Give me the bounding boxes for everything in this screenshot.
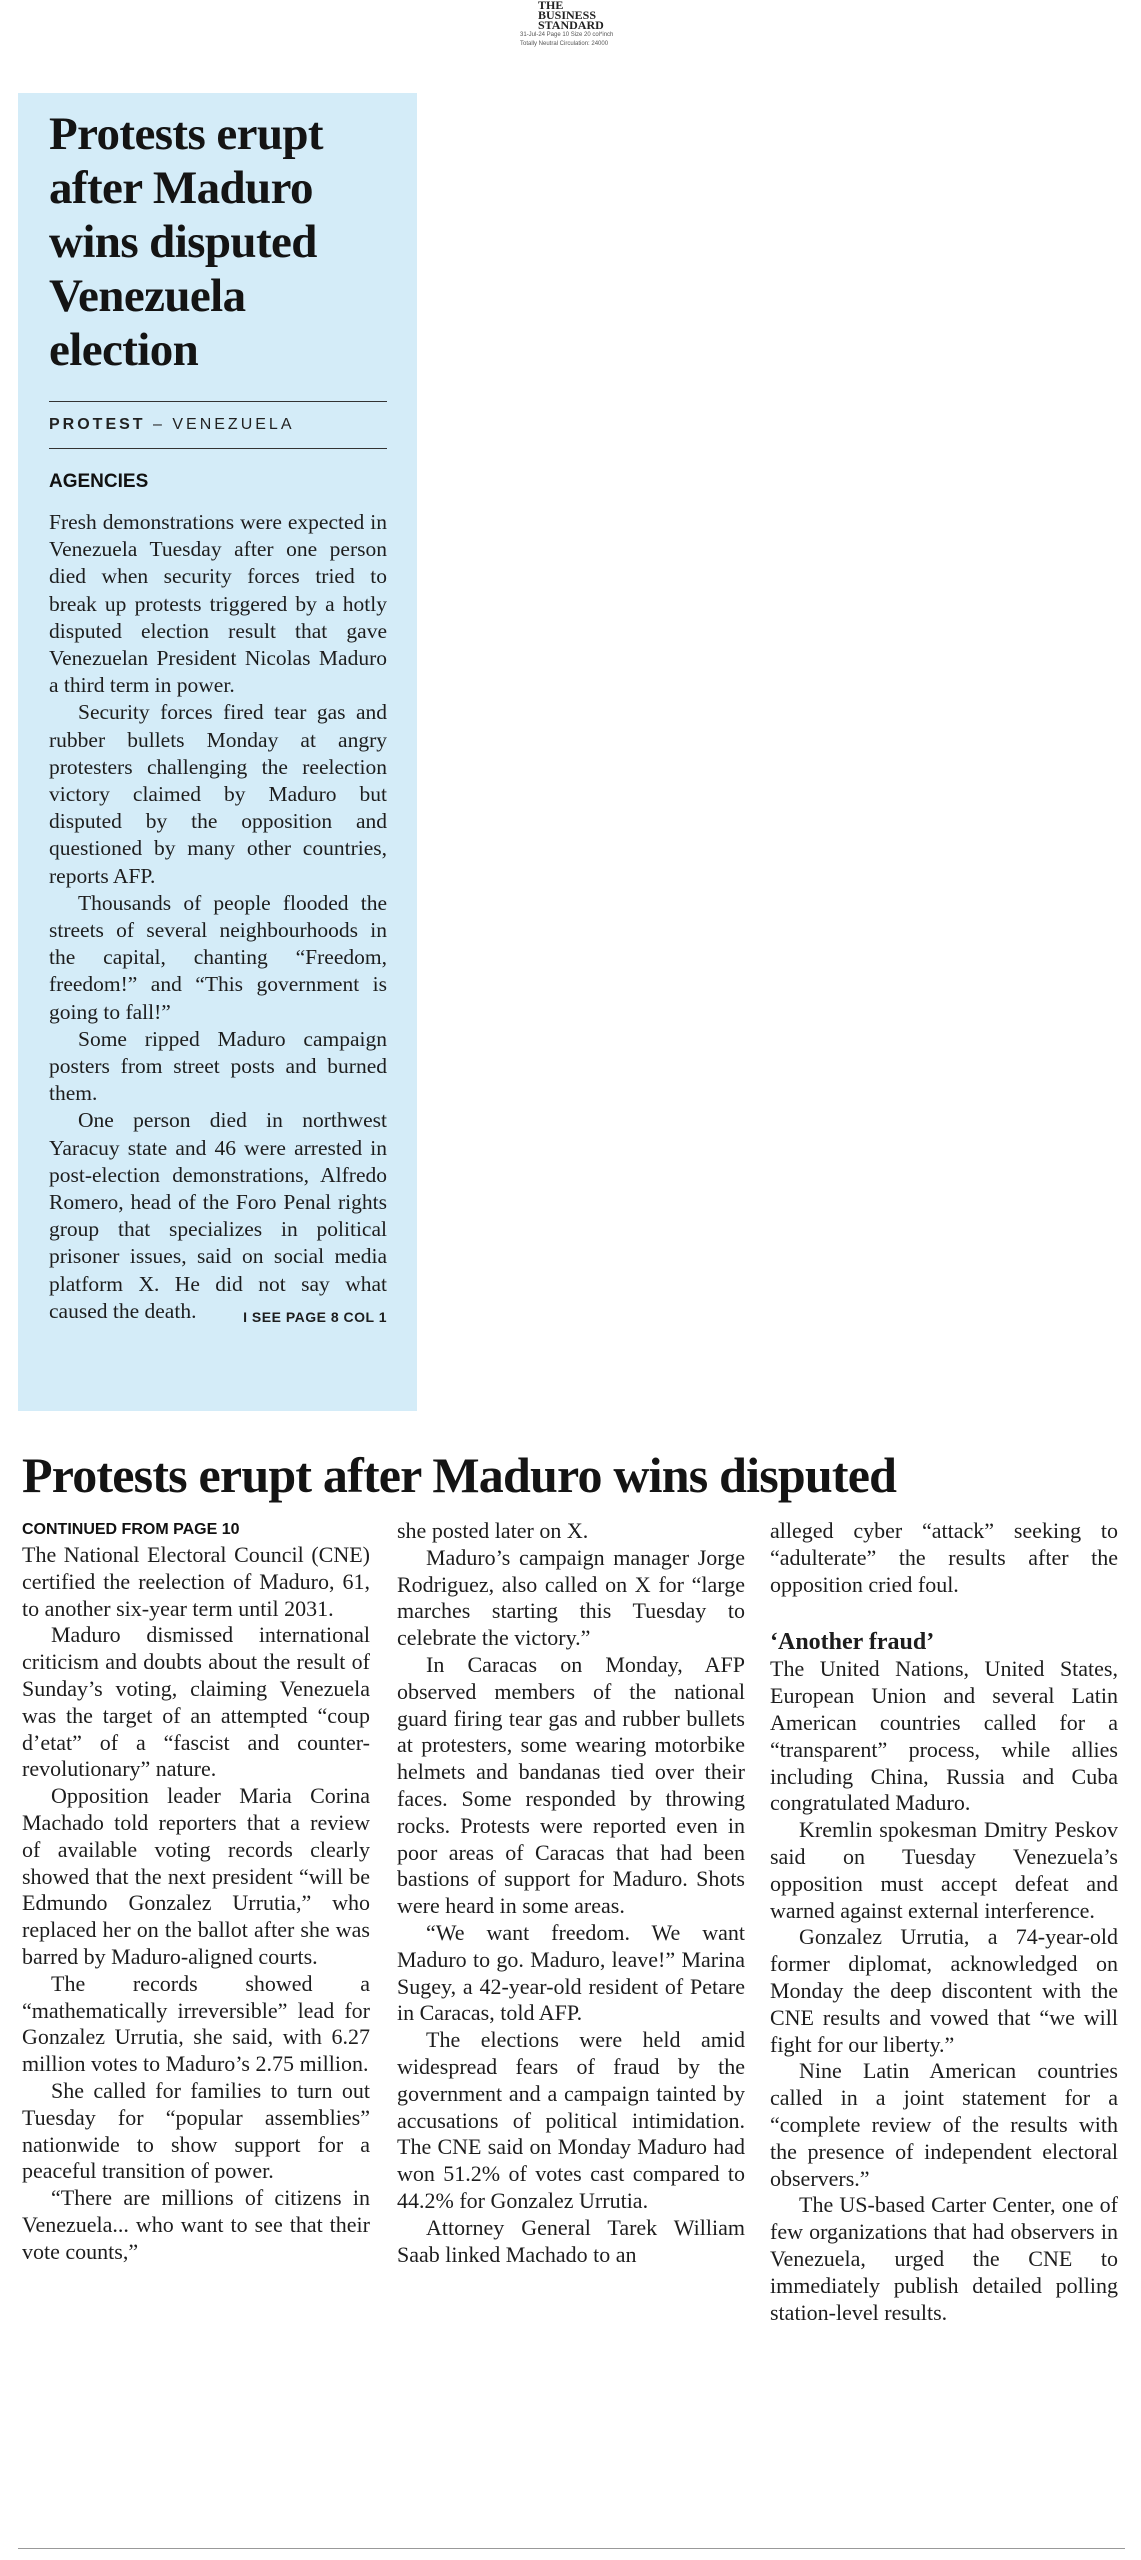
article-paragraph: Nine Latin American countries called in a joint statement for a “complete review of the results with the presence of independent electoral observers.”: [770, 2058, 1118, 2191]
subhead: ‘Another fraud’: [770, 1629, 935, 1656]
article-paragraph: Maduro dismissed international criticism and doubts about the result of Sunday’s voting, claiming Venezuela was the target of an attempted “coup d’etat” of a “fascist and counter-revolutionary” nature.: [22, 1622, 370, 1782]
continuation-column-1: [22, 1518, 370, 2266]
article-paragraph: The United Nations, United States, European Union and several Latin American countries called for a “transparent” process, while allies including China, Russia and Cuba congratulated Maduro.: [770, 1656, 1118, 1816]
article-paragraph: The elections were held amid widespread fears of fraud by the government and a campaign tainted by accusations of political intimidation. The CNE said on Monday Maduro had won 51.2% of votes cast compared to 44.2% for Gonzalez Urrutia.: [397, 2027, 745, 2213]
masthead: [520, 0, 640, 58]
masthead-name-line1: THE: [538, 0, 564, 12]
article-paragraph: In Caracas on Monday, AFP observed members of the national guard firing tear gas and rubber bullets at protesters, some wearing motorbike helmets and bandanas tied over their faces. Some responded by throwing rocks. Protests were reported even in poor areas of Caracas that had been bastions of support for Maduro. Shots were heard in some areas.: [397, 1651, 745, 1919]
kicker-separator: –: [145, 416, 173, 433]
kicker-divider: [49, 448, 387, 449]
article-paragraph: Gonzalez Urrutia, a 74-year-old former diplomat, acknowledged on Monday the deep discontent with the CNE results and vowed that “we will fight for our liberty.”: [770, 1924, 1118, 2057]
article-paragraph: “There are millions of citizens in Venezuela... who want to see that their vote counts,”: [22, 2185, 370, 2264]
continued-from-label: CONTINUED FROM PAGE 10: [22, 1521, 240, 1538]
front-paragraph: Fresh demonstrations were expected in Venezuela Tuesday after one person died when security forces tried to break up protests triggered by a hotly disputed election result that gave Venezuelan President Nicolas Maduro a third term in power.: [49, 510, 387, 698]
front-page-article-box: [18, 93, 417, 1411]
article-paragraph: alleged cyber “attack” seeking to “adulterate” the results after the opposition cried foul.: [770, 1518, 1118, 1597]
headline-divider: [49, 401, 387, 402]
kicker-label: PROTEST: [49, 416, 146, 433]
continuation-column-3: [770, 1518, 1118, 2326]
masthead-meta-line2: Totally Neutral Circulation: 24000: [520, 41, 609, 47]
see-page-reference: I SEE PAGE 8 COL 1: [243, 1308, 387, 1325]
masthead-name-line3: STANDARD: [538, 18, 604, 32]
article-paragraph: Attorney General Tarek William Saab linked Machado to an: [397, 2214, 745, 2267]
kicker: [49, 416, 387, 434]
masthead-name-line2: BUSINESS: [538, 8, 597, 22]
article-paragraph: The National Electoral Council (CNE) certified the reelection of Maduro, 61, to another six-year term until 2031.: [22, 1542, 370, 1621]
front-paragraph: Some ripped Maduro campaign posters from street posts and burned them.: [49, 1026, 387, 1106]
article-paragraph: Opposition leader Maria Corina Machado told reporters that a review of available voting records clearly showed that the next president “will be Edmundo Gonzalez Urrutia,” who replaced her on the ballot after she was barred by Maduro-aligned courts.: [22, 1783, 370, 1969]
continuation-column-2: [397, 1518, 745, 2268]
front-paragraph: [49, 1107, 387, 1325]
byline: AGENCIES: [49, 471, 149, 492]
kicker-topic: VENEZUELA: [172, 416, 295, 433]
article-paragraph: she posted later on X.: [397, 1518, 589, 1543]
article-paragraph: “We want freedom. We want Maduro to go. Maduro, leave!” Marina Sugey, a 42-year-old resident of Petare in Caracas, told AFP.: [397, 1919, 745, 2026]
bottom-divider: [18, 2548, 1125, 2549]
front-paragraph: Thousands of people flooded the streets of several neighbourhoods in the capital, chanting “Freedom, freedom!” and “This government is going to fall!”: [49, 890, 387, 1024]
article-paragraph: Maduro’s campaign manager Jorge Rodriguez, also called on X for “large marches starting this Tuesday to celebrate the victory.”: [397, 1544, 745, 1651]
article-paragraph: Kremlin spokesman Dmitry Peskov said on Tuesday Venezuela’s opposition must accept defeat and warned against external interference.: [770, 1817, 1118, 1923]
front-article-body: [49, 509, 387, 1325]
front-headline: Protests erupt after Maduro wins disputed Venezuela election: [49, 108, 323, 376]
continuation-headline: Protests erupt after Maduro wins disputed: [22, 1447, 897, 1503]
article-paragraph: The records showed a “mathematically irreversible” lead for Gonzalez Urrutia, she said, with 6.27 million votes to Maduro’s 2.75 million.: [22, 1970, 370, 2077]
front-paragraph: Security forces fired tear gas and rubber bullets Monday at angry protesters challenging the reelection victory claimed by Maduro but disputed by the opposition and questioned by many other countries, reports AFP.: [49, 700, 387, 888]
article-paragraph: The US-based Carter Center, one of few organizations that had observers in Venezuela, urged the CNE to immediately publish detailed polling station-level results.: [770, 2192, 1118, 2325]
article-paragraph: She called for families to turn out Tuesday for “popular assemblies” nationwide to show support for a peaceful transition of power.: [22, 2077, 370, 2184]
front-paragraph-text: One person died in northwest Yaracuy state and 46 were arrested in post-election demonstrations, Alfredo Romero, head of the Foro Penal rights group that specializes in political prisoner issues, said on social media platform X. He did not say what caused the death.: [49, 1108, 387, 1323]
masthead-meta-line1: 31-Jul-24 Page 10 Size 20 col*inch: [520, 32, 614, 38]
